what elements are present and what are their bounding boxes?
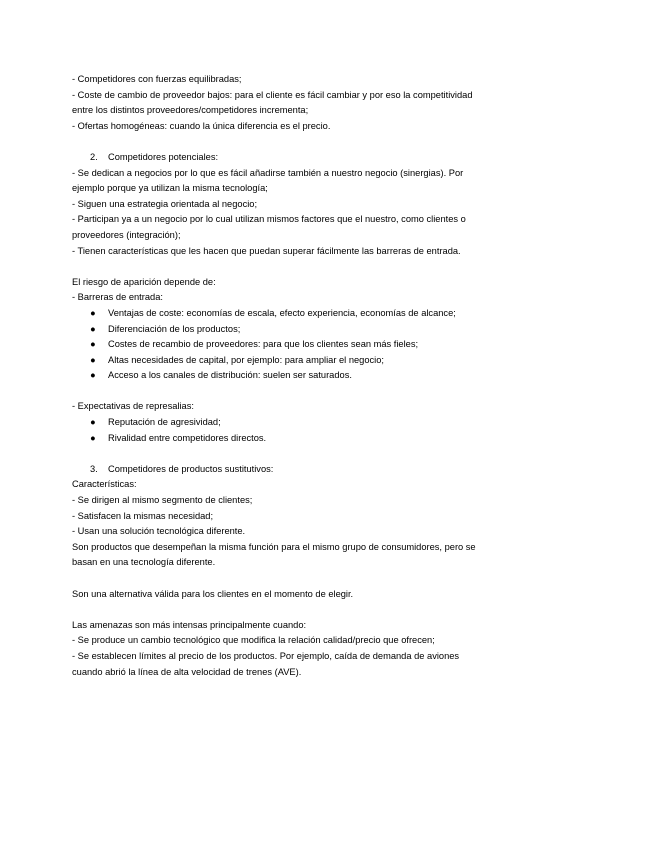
spacer: [72, 134, 512, 150]
text-line: - Usan una solución tecnológica diferente.: [72, 526, 246, 537]
represalias-label: - Expectativas de represalias:: [72, 401, 194, 412]
list-item: [72, 431, 512, 447]
list-item-text: Rivalidad entre competidores directos.: [108, 432, 267, 443]
section-title: Competidores potenciales:: [108, 151, 219, 162]
section-number: 3.: [90, 463, 98, 474]
caracteristicas-label: Características:: [72, 479, 137, 490]
text-line: proveedores (integración);: [72, 229, 181, 240]
list-item-text: Diferenciación de los productos;: [108, 323, 241, 334]
text-line: - Tienen características que les hacen que puedan superar fácilmente las barreras de entrada.: [72, 245, 461, 256]
section-productos-sustitutivos: [72, 462, 512, 680]
text-line: Son productos que desempeñan la misma función para el mismo grupo de consumidores, pero se: [72, 541, 476, 552]
list-item: [72, 368, 512, 384]
bullet-icon: ●: [90, 323, 96, 334]
spacer: [72, 602, 512, 618]
section-heading: [72, 150, 512, 166]
list-item-text: Ventajas de coste: economías de escala, efecto experiencia, economías de alcance;: [108, 307, 456, 318]
bullet-icon: ●: [90, 307, 96, 318]
barreras-label: - Barreras de entrada:: [72, 292, 163, 303]
text-line: - Se dedican a negocios por lo que es fácil añadirse también a nuestro negocio (sinergias). Por: [72, 167, 464, 178]
list-item-text: Reputación de agresividad;: [108, 417, 221, 428]
intro-block: [72, 72, 512, 134]
text-line: cuando abrió la línea de alta velocidad de trenes (AVE).: [72, 666, 302, 677]
text-line: - Se establecen límites al precio de los productos. Por ejemplo, caída de demanda de aviones: [72, 650, 460, 661]
text-line: entre los distintos proveedores/competidores incrementa;: [72, 105, 309, 116]
bullet-icon: ●: [90, 370, 96, 381]
section-number: 2.: [90, 151, 98, 162]
text-line: - Competidores con fuerzas equilibradas;: [72, 74, 242, 84]
bullet-icon: ●: [90, 417, 96, 428]
list-item: [72, 337, 512, 353]
spacer: [72, 446, 512, 462]
text-line: - Participan ya a un negocio por lo cual utilizan mismos factores que el nuestro, como clientes o: [72, 214, 466, 225]
bullet-icon: ●: [90, 432, 96, 443]
spacer: [72, 571, 512, 587]
text-line: - Coste de cambio de proveedor bajos: para el cliente es fácil cambiar y por eso la competitividad: [72, 89, 473, 100]
section-heading: [72, 462, 512, 478]
text-line: - Ofertas homogéneas: cuando la única diferencia es el precio.: [72, 120, 331, 131]
text-line: - Se produce un cambio tecnológico que modifica la relación calidad/precio que ofrecen;: [72, 635, 435, 646]
list-item-text: Altas necesidades de capital, por ejemplo: para ampliar el negocio;: [108, 354, 384, 365]
section-competidores-potenciales: [72, 150, 512, 259]
riesgo-heading: El riesgo de aparición depende de:: [72, 276, 216, 287]
represalias-list: [72, 415, 512, 446]
list-item: [72, 306, 512, 322]
riesgo-block: [72, 275, 512, 447]
list-item-text: Acceso a los canales de distribución: suelen ser saturados.: [108, 370, 352, 381]
text-line: Son una alternativa válida para los clientes en el momento de elegir.: [72, 588, 354, 599]
text-line: - Satisfacen la mismas necesidad;: [72, 510, 214, 521]
list-item: [72, 415, 512, 431]
list-item: [72, 353, 512, 369]
spacer: [72, 259, 512, 275]
bullet-icon: ●: [90, 354, 96, 365]
amenazas-label: Las amenazas son más intensas principalmente cuando:: [72, 619, 307, 630]
list-item-text: Costes de recambio de proveedores: para que los clientes sean más fieles;: [108, 339, 419, 350]
text-line: basan en una tecnología diferente.: [72, 557, 216, 568]
text-line: - Se dirigen al mismo segmento de clientes;: [72, 495, 253, 506]
list-item: [72, 322, 512, 338]
text-line: ejemplo porque ya utilizan la misma tecnología;: [72, 183, 268, 194]
barreras-list: [72, 306, 512, 384]
bullet-icon: ●: [90, 339, 96, 350]
document-page: [72, 72, 512, 680]
text-line: - Siguen una estrategia orientada al negocio;: [72, 198, 258, 209]
section-title: Competidores de productos sustitutivos:: [108, 463, 274, 474]
spacer: [72, 384, 512, 400]
